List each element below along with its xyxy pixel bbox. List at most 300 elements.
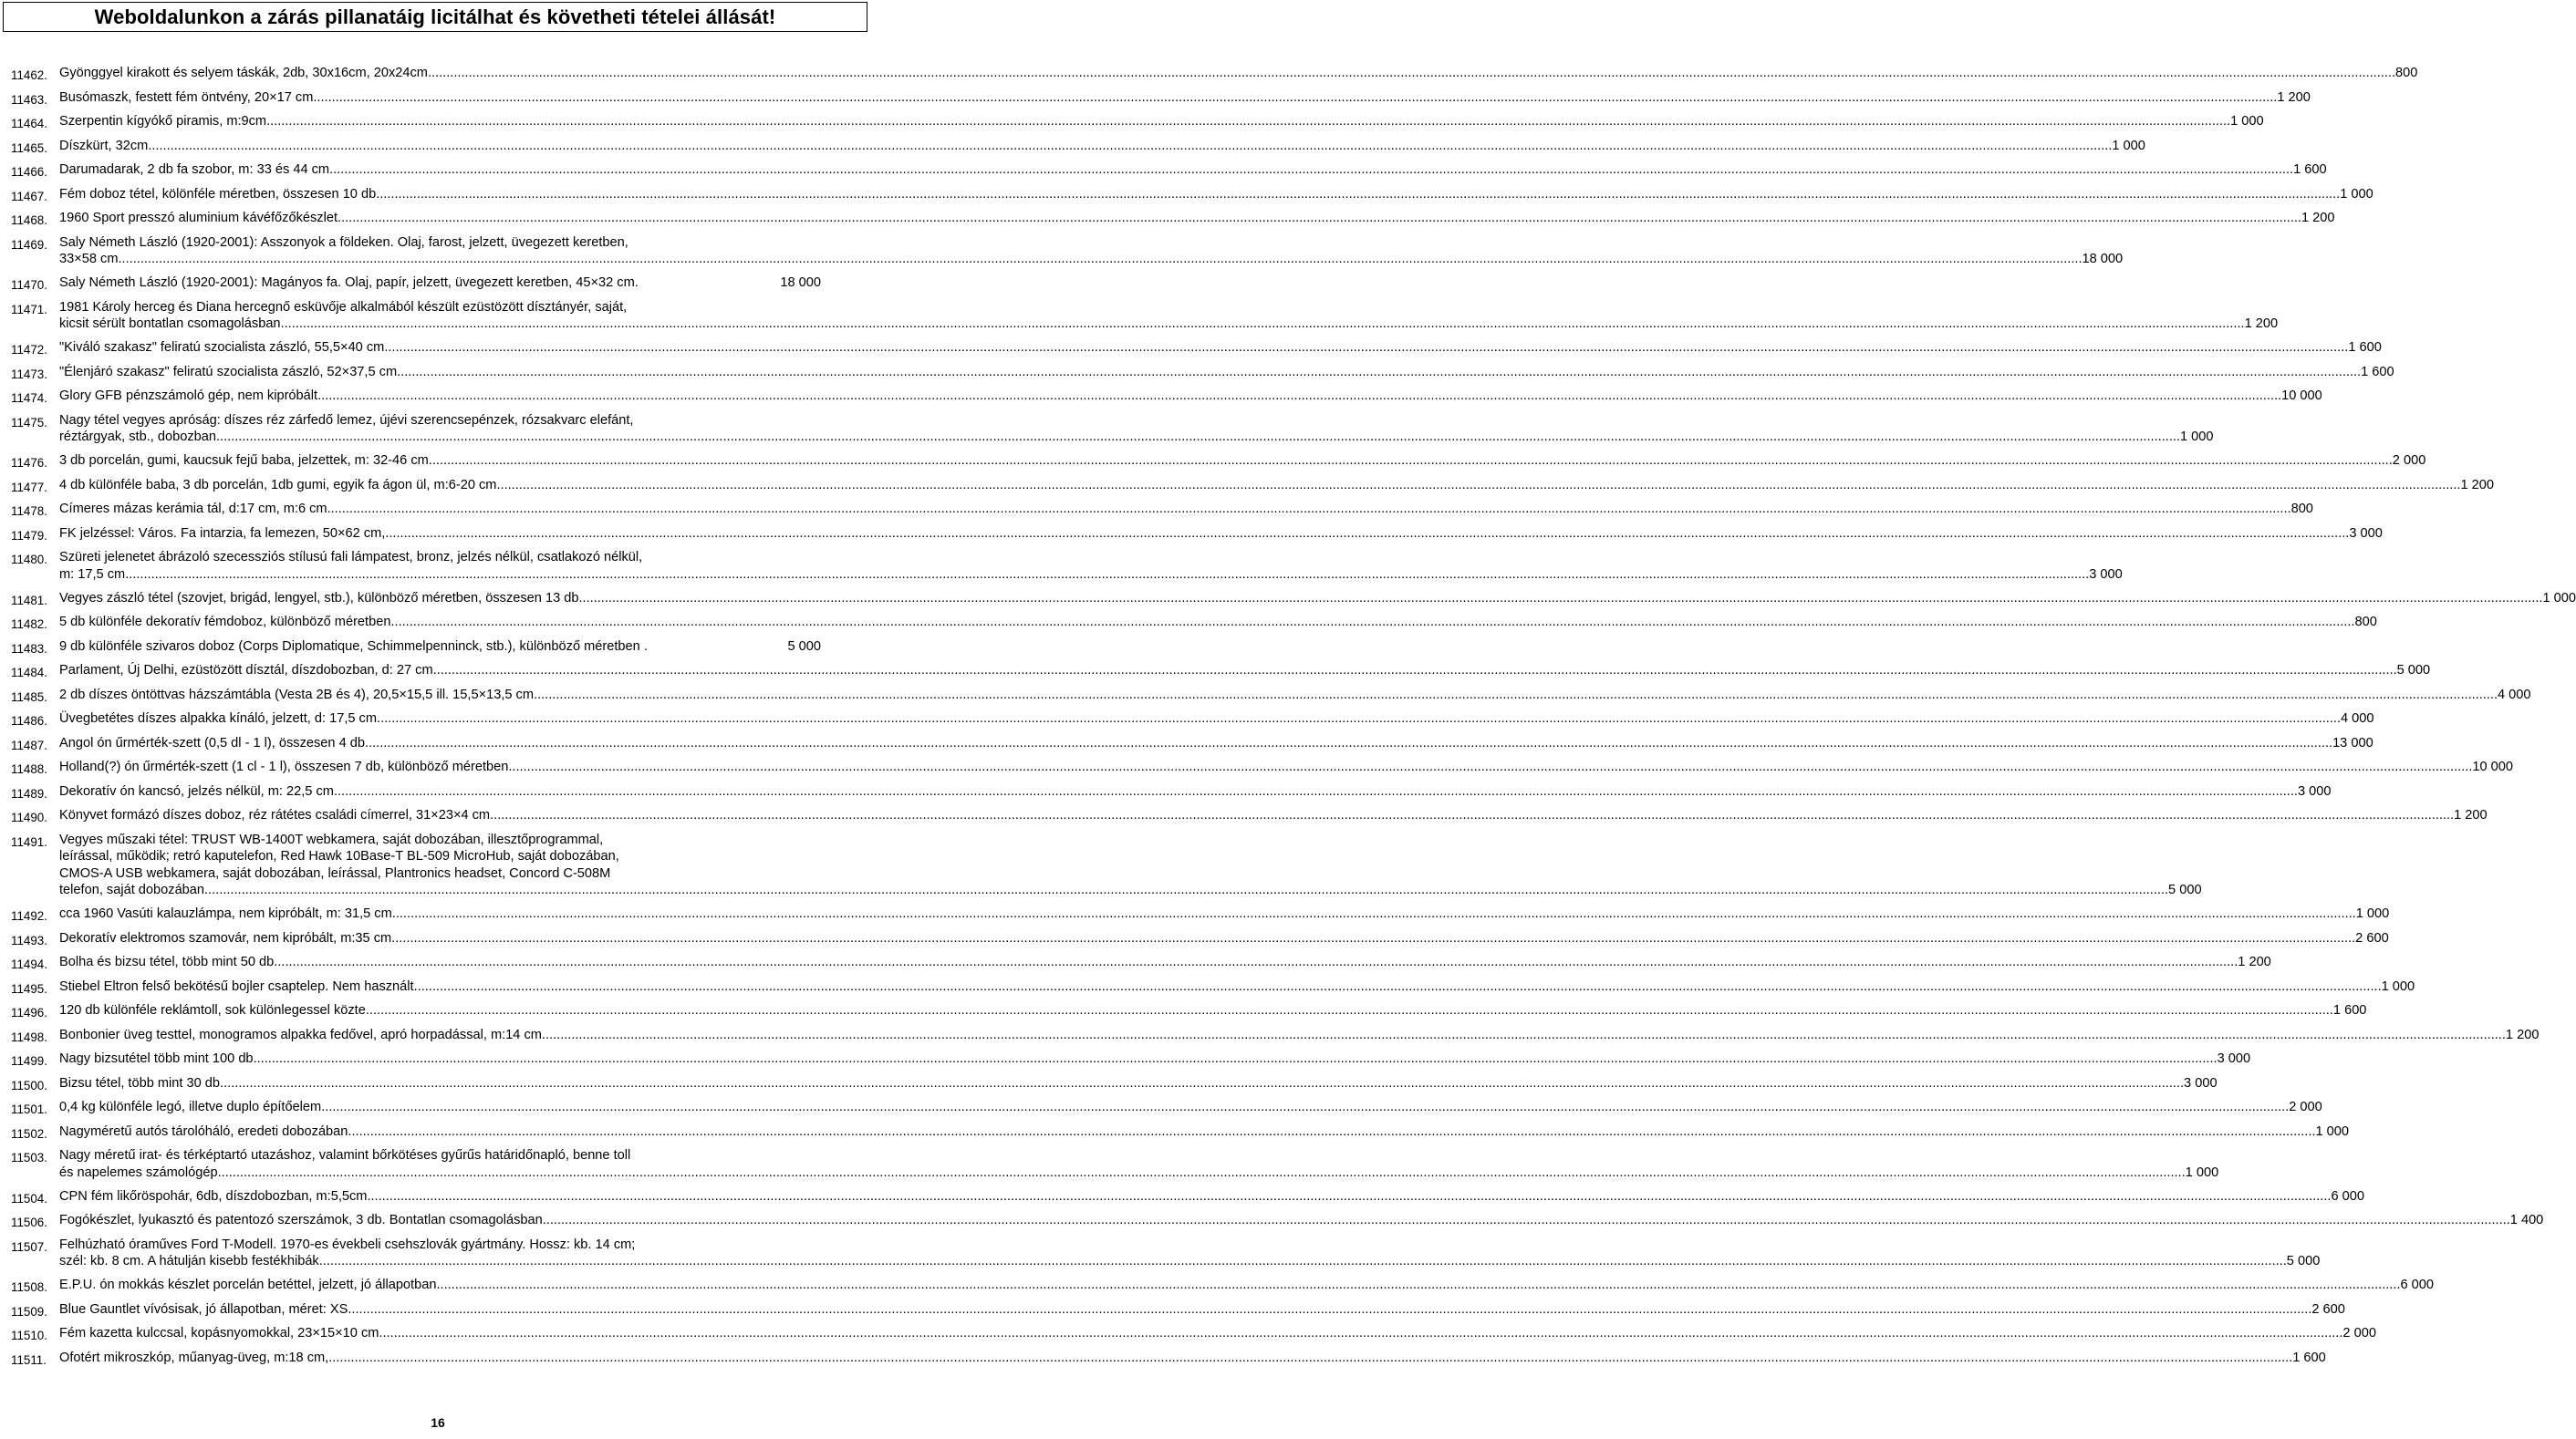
lot-gap xyxy=(11,227,821,234)
lot-description-line xyxy=(59,865,2202,883)
lot-number: 11480. xyxy=(11,553,47,566)
lot-starting-price: 1 200 xyxy=(2505,1027,2540,1042)
lot-item xyxy=(11,1301,2345,1319)
lot-description-line xyxy=(59,525,2383,543)
lot-text: Felhúzható óraműves Ford T-Modell. 1970-es évekbeli csehszlovák gyártmány. Hossz: kb. 14 cm; xyxy=(59,1237,636,1252)
lot-starting-price: 1 000 xyxy=(2340,186,2373,202)
lot-starting-price: 1 000 xyxy=(2381,978,2415,994)
lot-starting-price: 1 200 xyxy=(2244,316,2279,331)
lot-number: 11474. xyxy=(11,391,47,405)
lot-number: 11509. xyxy=(11,1304,47,1319)
lot-item xyxy=(11,783,2332,801)
lot-text: 0,4 kg különféle legó, illetve duplo építőelem. xyxy=(59,1100,326,1114)
lot-description-line xyxy=(59,251,2123,268)
lot-starting-price: 1 600 xyxy=(2293,162,2327,177)
lot-number: 11479. xyxy=(11,528,47,543)
dot-leader xyxy=(327,501,2291,518)
lot-gap xyxy=(11,776,821,783)
lot-number: 11500. xyxy=(11,1078,47,1092)
lot-item xyxy=(11,930,2389,947)
dot-leader xyxy=(429,452,2393,470)
lot-item xyxy=(11,412,2214,446)
lot-description xyxy=(59,638,821,656)
dot-leader xyxy=(377,710,2341,728)
lot-text: 4 db különféle baba, 3 db porcelán, 1db gumi, egyik fa ágon ül, m:6-20 cm xyxy=(59,477,497,492)
lot-item xyxy=(11,1237,2321,1270)
lot-text: Dekoratív ón kancsó, jelzés nélkül, m: 22,5 cm xyxy=(59,783,334,799)
lot-number: 11475. xyxy=(11,415,47,430)
lot-description xyxy=(59,759,2513,776)
lot-gap xyxy=(11,446,821,453)
lot-text: FK jelzéssel: Város. Fa intarzia, fa lemezen, 50×62 cm, xyxy=(59,525,386,541)
lot-gap xyxy=(11,82,821,89)
lot-item xyxy=(11,807,2488,824)
lot-starting-price: 1 000 xyxy=(2112,138,2145,153)
lot-starting-price: 1 000 xyxy=(2542,590,2576,606)
lot-description xyxy=(59,1277,2434,1294)
lot-gap xyxy=(11,518,821,525)
dot-leader xyxy=(313,89,2277,107)
lot-description-line xyxy=(59,1002,2366,1020)
lot-description xyxy=(59,113,2264,130)
lot-starting-price: 18 000 xyxy=(2082,252,2124,266)
lot-starting-price: 3 000 xyxy=(2089,566,2123,582)
dot-leader xyxy=(376,186,2340,203)
lot-item xyxy=(11,1350,2326,1367)
lot-text: kicsit sérült bontatlan csomagolásban xyxy=(59,316,281,331)
lot-description-line xyxy=(59,1123,2349,1141)
lot-item xyxy=(11,364,2394,381)
lot-description-line xyxy=(59,566,2123,584)
lot-description-line xyxy=(59,138,2145,155)
lot-description-line xyxy=(59,210,2335,227)
lot-starting-price: 10 000 xyxy=(2472,760,2514,774)
lot-gap xyxy=(11,728,821,735)
dot-leader xyxy=(384,339,2348,357)
lot-description-line xyxy=(59,1165,2218,1182)
lot-description-line xyxy=(59,1237,2320,1254)
lot-starting-price: 1 600 xyxy=(2332,1003,2367,1018)
lot-item xyxy=(11,113,2264,130)
lot-number: 11504. xyxy=(11,1191,47,1206)
lot-text: CMOS-A USB webkamera, saját dobozában, leírással, Plantronics headset, Concord C-508M xyxy=(59,865,611,881)
lot-description-line xyxy=(59,1212,2543,1229)
lot-description-line xyxy=(59,412,2214,430)
lot-starting-price: 2 600 xyxy=(2355,930,2389,946)
lot-number: 11489. xyxy=(11,786,47,801)
lot-number: 11467. xyxy=(11,189,47,203)
lot-text: 1960 Sport presszó aluminium kávéfőzőkészlet xyxy=(59,211,338,225)
lot-text: Fém kazetta kulccsal, kopásnyomokkal, 23×15×10 cm xyxy=(59,1326,379,1341)
lot-gap xyxy=(11,494,821,502)
lot-description-line xyxy=(59,614,2377,631)
lot-number: 11506. xyxy=(11,1216,47,1229)
lot-gap xyxy=(11,679,821,687)
lot-description xyxy=(59,614,2377,631)
lot-gap xyxy=(11,1068,821,1075)
lot-item xyxy=(11,590,2576,607)
lot-text: 9 db különféle szivaros doboz (Corps Diplomatique, Schimmelpenninck, stb.), különböző méretben . xyxy=(59,638,648,654)
lot-description-line xyxy=(59,882,2202,899)
lot-item xyxy=(11,1075,2218,1092)
lot-starting-price: 18 000 xyxy=(780,275,821,290)
lot-starting-price: 1 000 xyxy=(2185,1165,2219,1180)
lot-text: Glory GFB pénzszámoló gép, nem kipróbált xyxy=(59,388,318,403)
lot-text: Holland(?) ón űrmérték-szett (1 cl - 1 l), összesen 7 db, különböző méretben xyxy=(59,760,509,774)
lot-starting-price: 1 000 xyxy=(2315,1123,2349,1139)
lot-number: 11493. xyxy=(11,933,47,947)
lot-description-line xyxy=(59,930,2389,947)
dot-leader xyxy=(348,1301,2311,1319)
lot-gap xyxy=(11,268,821,275)
lot-description xyxy=(59,186,2373,203)
lot-text: m: 17,5 cm xyxy=(59,566,126,582)
lot-description-line xyxy=(59,783,2331,801)
lot-text: 3 db porcelán, gumi, kaucsuk fejű baba, jelzettek, m: 32-46 cm xyxy=(59,453,429,468)
dot-leader xyxy=(391,930,2355,947)
lot-description-line xyxy=(59,638,821,656)
lot-description-line xyxy=(59,1350,2326,1367)
lot-number: 11466. xyxy=(11,165,47,179)
lot-description-line xyxy=(59,978,2415,996)
lot-gap xyxy=(11,1294,821,1301)
lot-description xyxy=(59,364,2394,381)
lot-number: 11484. xyxy=(11,666,47,679)
lot-item xyxy=(11,906,2390,923)
lot-description-line xyxy=(59,807,2488,824)
lot-description xyxy=(59,1123,2349,1141)
lot-text: Nagy méretű irat- és térképtartó utazáshoz, valamint bőrkötéses gyűrűs határidőnapló, benne toll xyxy=(59,1148,631,1163)
lot-description-line xyxy=(59,735,2373,752)
lot-number: 11477. xyxy=(11,480,47,494)
lot-description xyxy=(59,89,2311,107)
dot-leader xyxy=(323,1253,2287,1270)
lot-item xyxy=(11,614,2377,631)
lot-description xyxy=(59,954,2271,971)
lot-starting-price: 3 000 xyxy=(2349,525,2383,541)
lot-description-line xyxy=(59,662,2430,679)
lot-item xyxy=(11,710,2374,728)
lot-description xyxy=(59,1212,2543,1229)
dot-leader xyxy=(317,388,2281,405)
dot-leader xyxy=(125,566,2089,584)
lot-description xyxy=(59,477,2494,494)
lot-text: Gyönggyel kirakott és selyem táskák, 2db, 30x16cm, 20x24cm. xyxy=(59,66,432,80)
lot-description-line xyxy=(59,299,2278,316)
lot-description xyxy=(59,1350,2326,1367)
lot-number: 11495. xyxy=(11,981,47,996)
lot-number: 11501. xyxy=(11,1103,47,1116)
lot-description-line xyxy=(59,1147,2218,1165)
dot-leader xyxy=(418,978,2382,996)
lot-gap xyxy=(11,1206,821,1213)
lot-starting-price: 1 000 xyxy=(2355,906,2390,921)
dot-leader xyxy=(334,783,2298,801)
lot-gap xyxy=(11,1044,821,1051)
dot-leader xyxy=(385,525,2349,543)
dot-leader xyxy=(490,807,2454,824)
lot-text: Szüreti jelenetet ábrázoló szecessziós stílusú fali lámpatest, bronz, jelzés nélkül, csatlakozó nélkül, xyxy=(59,550,643,564)
lot-item xyxy=(11,477,2494,494)
lot-text: Bizsu tétel, több mint 30 db xyxy=(59,1075,221,1091)
dot-leader xyxy=(254,1051,2218,1068)
lot-gap xyxy=(11,1319,821,1326)
lot-number: 11511. xyxy=(11,1352,47,1367)
lot-item xyxy=(11,549,2123,583)
lot-description xyxy=(59,1051,2250,1068)
lot-starting-price: 1 200 xyxy=(2454,808,2488,823)
lot-gap xyxy=(11,1092,821,1100)
lot-text: 1981 Károly herceg és Diana hercegnő esküvője alkalmából készült ezüstözött dísztányér, saját, xyxy=(59,299,628,315)
lot-description xyxy=(59,501,2313,518)
lot-number: 11478. xyxy=(11,504,47,518)
lot-description-line xyxy=(59,1301,2345,1319)
lot-item xyxy=(11,1099,2322,1116)
lot-description xyxy=(59,735,2373,752)
lot-item xyxy=(11,1277,2434,1294)
lot-description xyxy=(59,783,2331,801)
dot-leader xyxy=(222,1165,2186,1182)
dot-leader xyxy=(392,906,2356,923)
lot-gap xyxy=(11,405,821,412)
lot-number: 11464. xyxy=(11,117,47,130)
lot-starting-price: 1 600 xyxy=(2348,340,2382,355)
lot-starting-price: 2 000 xyxy=(2342,1326,2376,1341)
lot-description-line xyxy=(59,710,2374,728)
lot-item xyxy=(11,452,2426,470)
lot-description-line xyxy=(59,113,2264,130)
lot-text: Bonbonier üveg testtel, monogramos alpakka fedővel, apró horpadással, m:14 cm xyxy=(59,1027,542,1042)
lot-description xyxy=(59,1027,2539,1044)
dot-leader xyxy=(508,759,2472,776)
dot-leader xyxy=(367,1188,2331,1206)
lot-gap xyxy=(11,947,821,955)
lot-text: Nagyméretű autós tárolóháló, eredeti dobozában. xyxy=(59,1123,352,1139)
lot-gap xyxy=(11,1141,821,1148)
lot-gap xyxy=(11,357,821,364)
lot-starting-price: 5 000 xyxy=(2286,1254,2321,1268)
lot-starting-price: 1 000 xyxy=(2179,430,2214,444)
lot-gap xyxy=(11,543,821,550)
lot-text: leírással, működik; retró kaputelefon, Red Hawk 10Base-T BL-509 MicroHub, saját dobozában, xyxy=(59,849,619,864)
lot-gap xyxy=(11,899,821,906)
lot-description-line xyxy=(59,687,2531,704)
lot-text: Saly Németh László (1920-2001): Magányos fa. Olaj, papír, jelzett, üvegezett keretben, 45×32 cm. xyxy=(59,275,639,290)
dot-leader xyxy=(369,1002,2333,1020)
lot-number: 11508. xyxy=(11,1280,47,1294)
lot-text: 33×58 cm xyxy=(59,252,119,266)
lot-starting-price: 2 000 xyxy=(2289,1100,2322,1114)
lot-text: 120 db különféle reklámtoll, sok különlegessel közte. xyxy=(59,1003,369,1018)
lot-text: "Kiváló szakasz" feliratú szocialista zászló, 55,5×40 cm xyxy=(59,340,385,355)
lot-gap xyxy=(11,656,821,663)
lot-item xyxy=(11,735,2373,752)
lot-description-line xyxy=(59,477,2494,494)
lot-description-line xyxy=(59,388,2322,405)
lot-number: 11488. xyxy=(11,762,47,776)
lot-description xyxy=(59,412,2214,446)
dot-leader xyxy=(534,687,2498,704)
lot-description-line xyxy=(59,452,2425,470)
lot-description xyxy=(59,210,2335,227)
dot-leader xyxy=(369,735,2332,752)
lot-description-line xyxy=(59,234,2123,252)
lot-description xyxy=(59,299,2278,333)
lot-gap xyxy=(11,179,821,186)
dot-leader xyxy=(379,1325,2342,1342)
lot-description xyxy=(59,832,2202,899)
lot-starting-price: 1 200 xyxy=(2460,477,2494,492)
lot-item xyxy=(11,501,2313,518)
lot-gap xyxy=(11,333,821,340)
lot-number: 11490. xyxy=(11,811,47,824)
lot-number: 11485. xyxy=(11,689,47,704)
header-box xyxy=(3,2,867,32)
lot-gap xyxy=(11,971,821,978)
lot-starting-price: 800 xyxy=(2290,502,2313,516)
lot-number: 11473. xyxy=(11,367,47,381)
lot-gap xyxy=(11,203,821,211)
lot-starting-price: 5 000 xyxy=(2168,883,2202,897)
dot-leader xyxy=(119,251,2083,268)
lot-text: Díszkürt, 32cm xyxy=(59,138,149,153)
lot-number: 11496. xyxy=(11,1006,47,1020)
lot-text: 2 db díszes öntöttvas házszámtábla (Vesta 2B és 4), 20,5×15,5 ill. 15,5×13,5 cm xyxy=(59,687,535,702)
lot-item xyxy=(11,1051,2251,1068)
lot-gap xyxy=(11,1229,821,1237)
lot-description-line xyxy=(59,501,2313,518)
lot-description xyxy=(59,1188,2364,1206)
lot-gap xyxy=(11,130,821,138)
lot-description-line xyxy=(59,186,2373,203)
lot-gap xyxy=(11,1342,821,1350)
lot-item xyxy=(11,89,2311,107)
lot-number: 11463. xyxy=(11,92,47,107)
lot-item xyxy=(11,954,2271,971)
lot-description xyxy=(59,388,2322,405)
lot-description xyxy=(59,339,2382,357)
lot-starting-price: 800 xyxy=(2354,615,2377,629)
lot-number: 11462. xyxy=(11,68,47,82)
lot-starting-price: 1 600 xyxy=(2361,364,2394,379)
lot-gap xyxy=(11,583,821,590)
lot-number: 11491. xyxy=(11,834,47,849)
lot-item xyxy=(11,1147,2219,1181)
lot-starting-price: 1 200 xyxy=(2238,955,2271,969)
lot-item xyxy=(11,525,2383,543)
lot-description-line xyxy=(59,1277,2434,1294)
page-number: 16 xyxy=(431,1415,445,1430)
lot-number: 11476. xyxy=(11,456,47,470)
lot-item xyxy=(11,1212,2544,1229)
lot-description-line xyxy=(59,759,2513,776)
lot-starting-price: 1 000 xyxy=(2230,114,2264,129)
lot-starting-price: 5 000 xyxy=(787,638,821,654)
lot-description xyxy=(59,687,2531,704)
lot-starting-price: 3 000 xyxy=(2217,1051,2251,1066)
lot-description-line xyxy=(59,1325,2376,1342)
lot-number: 11471. xyxy=(11,302,47,316)
lot-text: E.P.U. ón mokkás készlet porcelán betéttel, jelzett, jó állapotban xyxy=(59,1278,437,1292)
lot-description xyxy=(59,590,2576,607)
lot-starting-price: 1 200 xyxy=(2277,89,2311,105)
dot-leader xyxy=(390,614,2354,631)
lot-starting-price: 2 600 xyxy=(2311,1301,2345,1317)
dot-leader xyxy=(578,590,2542,607)
dot-leader xyxy=(148,138,2112,155)
lot-item xyxy=(11,662,2431,679)
dot-leader xyxy=(329,161,2293,179)
lot-description xyxy=(59,1099,2322,1116)
lot-description xyxy=(59,65,2417,82)
lot-description-line xyxy=(59,364,2394,381)
lot-number: 11486. xyxy=(11,714,47,728)
lot-number: 11503. xyxy=(11,1151,47,1165)
lot-list xyxy=(11,65,2576,1367)
lot-number: 11470. xyxy=(11,278,47,292)
lot-gap xyxy=(11,923,821,930)
lot-text: Saly Németh László (1920-2001): Asszonyok a földeken. Olaj, farost, jelzett, üvegezett keretben, xyxy=(59,234,628,250)
lot-item xyxy=(11,339,2382,357)
lot-description-line xyxy=(59,832,2202,849)
lot-item xyxy=(11,274,821,292)
lot-text: CPN fém likőröspohár, 6db, díszdobozban, m:5,5cm xyxy=(59,1188,368,1204)
lot-description-line xyxy=(59,274,821,292)
lot-text: Parlament, Új Delhi, ezüstözött dísztál, díszdobozban, d: 27 cm xyxy=(59,663,433,678)
lot-description-line xyxy=(59,1099,2322,1116)
lot-description xyxy=(59,1301,2345,1319)
lot-text: Busómaszk, festett fém öntvény, 20×17 cm xyxy=(59,89,314,105)
dot-leader xyxy=(436,1277,2400,1294)
lot-number: 11469. xyxy=(11,237,47,252)
lot-text: szél: kb. 8 cm. A hátulján kisebb festékhibák. xyxy=(59,1254,323,1268)
lot-description xyxy=(59,1237,2320,1270)
lot-number: 11494. xyxy=(11,958,47,971)
lot-description-line xyxy=(59,161,2327,179)
lot-item xyxy=(11,759,2514,776)
lot-starting-price: 4 000 xyxy=(2498,687,2531,702)
lot-item xyxy=(11,638,821,656)
lot-description-line xyxy=(59,1027,2539,1044)
lot-description xyxy=(59,906,2389,923)
lot-description xyxy=(59,525,2383,543)
dot-leader xyxy=(351,1123,2315,1141)
lot-number: 11510. xyxy=(11,1329,47,1342)
lot-gap xyxy=(11,704,821,711)
lot-description-line xyxy=(59,1253,2320,1270)
lot-item xyxy=(11,186,2373,203)
lot-text: Üvegbetétes díszes alpakka kínáló, jelzett, d: 17,5 cm xyxy=(59,711,378,726)
lot-item xyxy=(11,299,2279,333)
dot-leader xyxy=(220,1075,2184,1092)
lot-gap xyxy=(11,824,821,832)
lot-gap xyxy=(11,801,821,808)
lot-number: 11481. xyxy=(11,593,47,607)
lot-starting-price: 10 000 xyxy=(2281,388,2322,403)
lot-text: Fém doboz tétel, kölönféle méretben, összesen 10 db xyxy=(59,186,377,202)
lot-text: Fogókészlet, lyukasztó és patentozó szerszámok, 3 db. Bontatlan csomagolásban. xyxy=(59,1213,546,1227)
lot-text: Ofotért mikroszkóp, műanyag-üveg, m:18 cm, xyxy=(59,1350,329,1365)
lot-text: cca 1960 Vasúti kalauzlámpa, nem kipróbált, m: 31,5 cm xyxy=(59,906,392,921)
lot-starting-price: 4 000 xyxy=(2341,711,2374,726)
lot-description-line xyxy=(59,1075,2218,1092)
dot-leader xyxy=(204,882,2168,899)
lot-text: Könyvet formázó díszes doboz, réz rátétes családi címerrel, 31×23×4 cm xyxy=(59,808,491,823)
lot-number: 11472. xyxy=(11,343,47,357)
lot-item xyxy=(11,1188,2364,1206)
lot-starting-price: 2 000 xyxy=(2392,453,2426,468)
lot-description xyxy=(59,1075,2218,1092)
